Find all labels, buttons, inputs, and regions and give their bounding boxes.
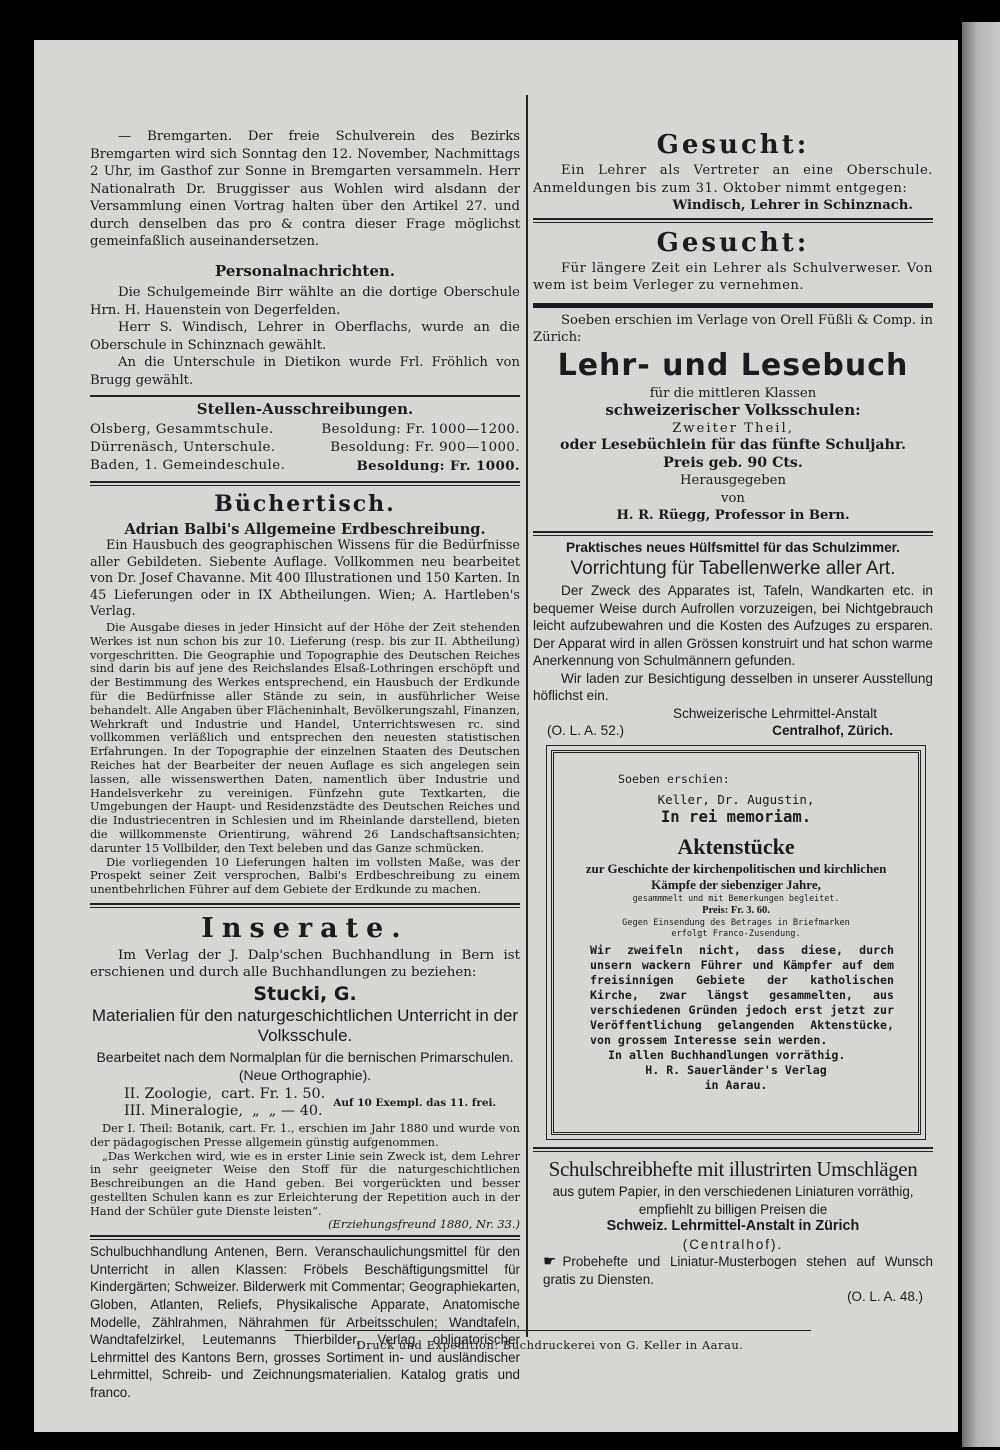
divider — [533, 218, 933, 223]
box-subtitle: zur Geschichte der kirchenpolitischen und kirchlichen Kämpfe der siebenziger Jahre, — [585, 861, 887, 892]
antenen-ad: Schulbuchhandlung Antenen, Bern. Veranschaulichungsmittel für den Unterricht in allen Klassen: Fröbels Beschäftigungsmittel für Kindergärten; Schweizer. Bilderwerk mit Commentar; Geographiekarten, Globen, Atlanten, Reliefs, Physikalische Apparate, Anatomische Modelle, Zählrahmen, Nährahmen für Arbeitsschulen; Wandtafeln, Wandtafelzirkel, Leutemanns Thierbilder, Verlag obligatorischer Lehrmittel des Kantons Bern, grosses Sortiment in- und ausländischer Lehrmittel, Schreib- und Zeichnungsmaterialien. Katalog gratis und franco. — [90, 1244, 520, 1401]
gesucht-title: Gesucht: — [656, 130, 810, 160]
box-book-title: In rei memoriam. — [660, 808, 812, 826]
materialien-title: Materialien für den naturgeschichtlichen Unterricht in der Volksschule. — [91, 1005, 519, 1045]
lehr-line: Herausgegeben — [680, 473, 786, 488]
vorrichtung-title: Vorrichtung für Tabellenwerke aller Art. — [570, 558, 896, 579]
schulschreib-body: aus gutem Papier, in den verschiedenen Liniaturen vorräthig, empfiehlt zu billigen Preisen die — [552, 1184, 914, 1217]
gesucht-body: Ein Lehrer als Vertreter an eine Oberschule. Anmeldungen bis zum 31. Oktober nimmt entgegen: — [533, 163, 933, 196]
stellen-row: Olsberg, Gesammtschule. Besoldung: Fr. 1000—1200. — [90, 421, 520, 437]
anstalt-row — [533, 722, 933, 740]
gesucht-sign: Windisch, Lehrer in Schinznach. — [672, 198, 913, 213]
pointing-hand-icon: ☛ — [543, 1253, 557, 1270]
stucki-author: Stucki, G. — [253, 982, 357, 1005]
review-quote: „Das Werkchen wird, wie es in erster Linie sein Zweck ist, dem Lehrer in sehr geeigneter Weise den Stoff für die naturgeschichtlichen Beschreibungen an die Hand geben. Bei vorgerückten und besser gestellten Schulen kann es zur Erleichterung der Repetition auch in der Hand der Schüler gute Dienste leisten“. — [90, 1148, 520, 1218]
gesucht-body: Für längere Zeit ein Lehrer als Schulverweser. Von wem ist beim Verleger zu vernehmen. — [533, 260, 933, 293]
dalp-intro: Im Verlag der J. Dalp'schen Buchhandlung in Bern ist erschienen und durch alle Buchhandlungen zu beziehen: — [90, 947, 520, 981]
lehr-price: Preis geb. 90 Cts. — [663, 454, 803, 471]
probe-note: ☛ Probehefte und Liniatur-Musterbogen stehen auf Wunsch gratis zu Diensten. — [543, 1253, 933, 1287]
box-franco: Gegen Einsendung des Betrages in Briefmarken erfolgt Franco-Zusendung. — [622, 918, 850, 939]
divider — [90, 481, 520, 486]
lehr-line: von — [721, 490, 745, 506]
next-page-edge — [962, 22, 1000, 1447]
balbi-body: Ein Hausbuch des geographischen Wissens für die Bedürfnisse aller Gebildeten. Siebente Auflage. Vollkommen neu bearbeitet von Dr. Josef Chavanne. Mit 400 Illustrationen und 150 Karten. In 45 Lieferungen oder in IX Abtheilungen. Wien; A. Hartleben's Verlag. — [90, 538, 520, 620]
stellen-row: Baden, 1. Gemeindeschule. Besoldung: Fr. 1000. — [90, 457, 520, 474]
divider — [90, 1235, 520, 1240]
bearbeitet-note: Bearbeitet nach dem Normalplan für die bernischen Primarschulen. (Neue Orthographie). — [96, 1048, 514, 1083]
bremgarten-notice: — Bremgarten. Der freie Schulverein des Bezirks Bremgarten wird sich Sonntag den 12. November, Nachmittags 2 Uhr, im Gasthof zur Sonne in Bremgarten versammeln. Herr Nationalrath Dr. Bruggisser aus Wohlen wird alsdann der Versammlung einen Vortrag halten über den Artikel 27. und durch denselben das pro & contra dieser Frage möglichst gemeinfaßlich auseinandersetzen. — [90, 129, 520, 249]
right-column — [533, 128, 933, 1306]
lehr-line: für die mittleren Klassen — [649, 385, 817, 401]
box-description: Wir zweifeln nicht, dass diese, durch unsern wackern Führer und Kämpfer auf dem freisinnigen Gebiete der katholischen Kirche, zwar längst gesammelten, aus verschiedenen Gründen jedoch erst jetzt zur Veröffentlichung gelangenden Aktenstücke, von grossem Interesse sein werden. — [590, 943, 894, 1047]
personal-item: Herr S. Windisch, Lehrer in Oberflachs, wurde an die Oberschule in Schinznach gewählt. — [90, 320, 520, 353]
divider — [90, 903, 520, 908]
box-akten-title: Aktenstücke — [677, 834, 795, 859]
centralhof-address: Centralhof, Zürich. — [772, 723, 893, 738]
inserate-title: Inserate. — [201, 912, 409, 944]
column-divider — [526, 95, 528, 1337]
personal-item: An die Unterschule in Dietikon wurde Frl. Fröhlich von Brugg gewählt. — [90, 355, 520, 388]
lehr-title: Lehr- und Lesebuch — [557, 347, 909, 383]
mineralogie-price: III. Mineralogie, „ „ — 40. — [124, 1102, 323, 1119]
personal-title: Personalnachrichten. — [215, 261, 395, 280]
box-author: Keller, Dr. Augustin, — [657, 791, 815, 807]
quote-source: (Erziehungsfreund 1880, Nr. 33.) — [328, 1217, 520, 1232]
orell-intro: Soeben erschien im Verlage von Orell Füßli & Comp. in Zürich: — [533, 312, 933, 345]
divider — [533, 531, 933, 536]
divider — [90, 395, 520, 397]
vorrichtung-body: Wir laden zur Besichtigung desselben in unserer Ausstellung höflichst ein. — [533, 670, 933, 703]
praktisch-heading: Praktisches neues Hülfsmittel für das Schulzimmer. — [566, 539, 900, 555]
schulschreib-title: Schulschreibhefte mit illustrirten Umschlägen — [548, 1157, 918, 1181]
free-copy-note: Auf 10 Exempl. das 11. frei. — [333, 1096, 497, 1109]
box-gesammelt: gesammmelt und mit Bemerkungen begleitet. — [632, 893, 840, 903]
schweiz-anstalt: Schweiz. Lehrmittel-Anstalt in Zürich — [606, 1218, 860, 1234]
vorrichtung-body: Der Zweck des Apparates ist, Tafeln, Wandkarten etc. in bequemer Weise durch Aufrollen vorzuzeigen, bei Nichtgebrauch leicht aufzubewahren und die Kosten des Aufzuges zu ersparen. Der Apparat wird in allen Grössen konstruirt und hat schon warme Anerkennung von Schulmännern gefunden. — [533, 583, 933, 668]
centralhof-note: (Centralhof). — [682, 1236, 784, 1252]
balbi-review: Die vorliegenden 10 Lieferungen halten im vollsten Maße, was der Prospekt seiner Zeit versprochen, Balbi's Erdbeschreibung zu einem unentbehrlichen Führer auf dem Gebiete der Erdkunde zu machen. — [90, 854, 520, 897]
box-publisher: H. R. Sauerländer's Verlag — [645, 1063, 827, 1077]
divider — [533, 303, 933, 308]
zoologie-price: II. Zoologie, cart. Fr. 1. 50. — [124, 1085, 326, 1102]
imprint-footer: Druck und Expedition: Buchdruckerei von G. Keller in Aarau. — [356, 1338, 744, 1352]
divider — [533, 1147, 933, 1152]
theil1-note: Der I. Theil: Botanik, cart. Fr. 1., erschien im Jahr 1880 und wurde von der pädagogischen Presse allgemein günstig aufgenommen. — [90, 1120, 520, 1149]
stellen-title: Stellen-Ausschreibungen. — [196, 400, 414, 418]
price-list — [124, 1086, 520, 1120]
footer-rule — [285, 1330, 811, 1331]
balbi-title: Adrian Balbi's Allgemeine Erdbeschreibung. — [124, 520, 486, 538]
stellen-row: Dürrenäsch, Unterschule. Besoldung: Fr. 900—1000. — [90, 439, 520, 455]
personal-item: Die Schulgemeinde Birr wählte an die dortige Oberschule Hrn. H. Hauenstein von Degerfelden. — [90, 285, 520, 318]
balbi-review: Die Ausgabe dieses in jeder Hinsicht auf der Höhe der Zeit stehenden Werkes ist nun schon bis zur 10. Lieferung (resp. bis zur II. Abtheilung) vorgeschritten. Die Geographie und Topographie des Deutschen Reiches sind darin bis auf jene des Reichslandes Elsaß-Lothringen erschöpft und der Bestimmung des Werkes entsprechend, ein Hausbuch der Erdkunde für die Bedürfnisse aller Stände zu sein, in ausführlicher Weise behandelt. Alle Angaben über Flächeninhalt, Bevölkerungszahl, Finanzen, Wehrkraft und Industrie und Handel, Unterrichtswesen rc. sind vollkommen verläßlich und entsprechen den neuesten statistischen Erfahrungen. In der Topographie der einzelnen Staaten des Deutschen Reiches hat der Bearbeiter der neuen Auflage es sich angelegen sein lassen, alle wissenswerthen Daten, namentlich über Industrie und Handelsverkehr zu vereinigen. Fünfzehn gute Textkarten, die Umgebungen der Haupt- und Residenzstädte des Deutschen Reiches und die Industriecentren in Schlesien und im Rheinlande darstellend, bieten die willkommenste Orientirung, während 26 Landschaftsansichten; darunter 15 Vollbilder, den Text beleben und das Ganze schmücken. — [90, 619, 520, 855]
box-price: Preis: Fr. 3. 60. — [702, 905, 770, 916]
aktenstuecke-advert — [551, 750, 921, 1135]
gesucht-title: Gesucht: — [656, 227, 810, 258]
left-column — [90, 128, 520, 1402]
box-soeben: Soeben erschien: — [618, 772, 730, 786]
lehr-line: schweizerischer Volksschulen: — [605, 401, 861, 419]
ola-code: (O. L. A. 48.) — [847, 1289, 923, 1304]
anstalt-name: Schweizerische Lehrmittel-Anstalt — [673, 705, 877, 721]
lehr-line: Zweiter Theil, — [672, 420, 794, 436]
buecher-title: Büchertisch. — [214, 490, 396, 517]
ola-code: (O. L. A. 52.) — [547, 723, 625, 738]
lehr-author: H. R. Rüegg, Professor in Bern. — [616, 508, 850, 523]
box-stock-note: In allen Buchhandlungen vorräthig. — [608, 1048, 846, 1062]
lehr-line: oder Lesebüchlein für das fünfte Schuljahr. — [560, 437, 906, 453]
box-city: in Aarau. — [704, 1078, 768, 1092]
stellen-list — [90, 421, 520, 475]
